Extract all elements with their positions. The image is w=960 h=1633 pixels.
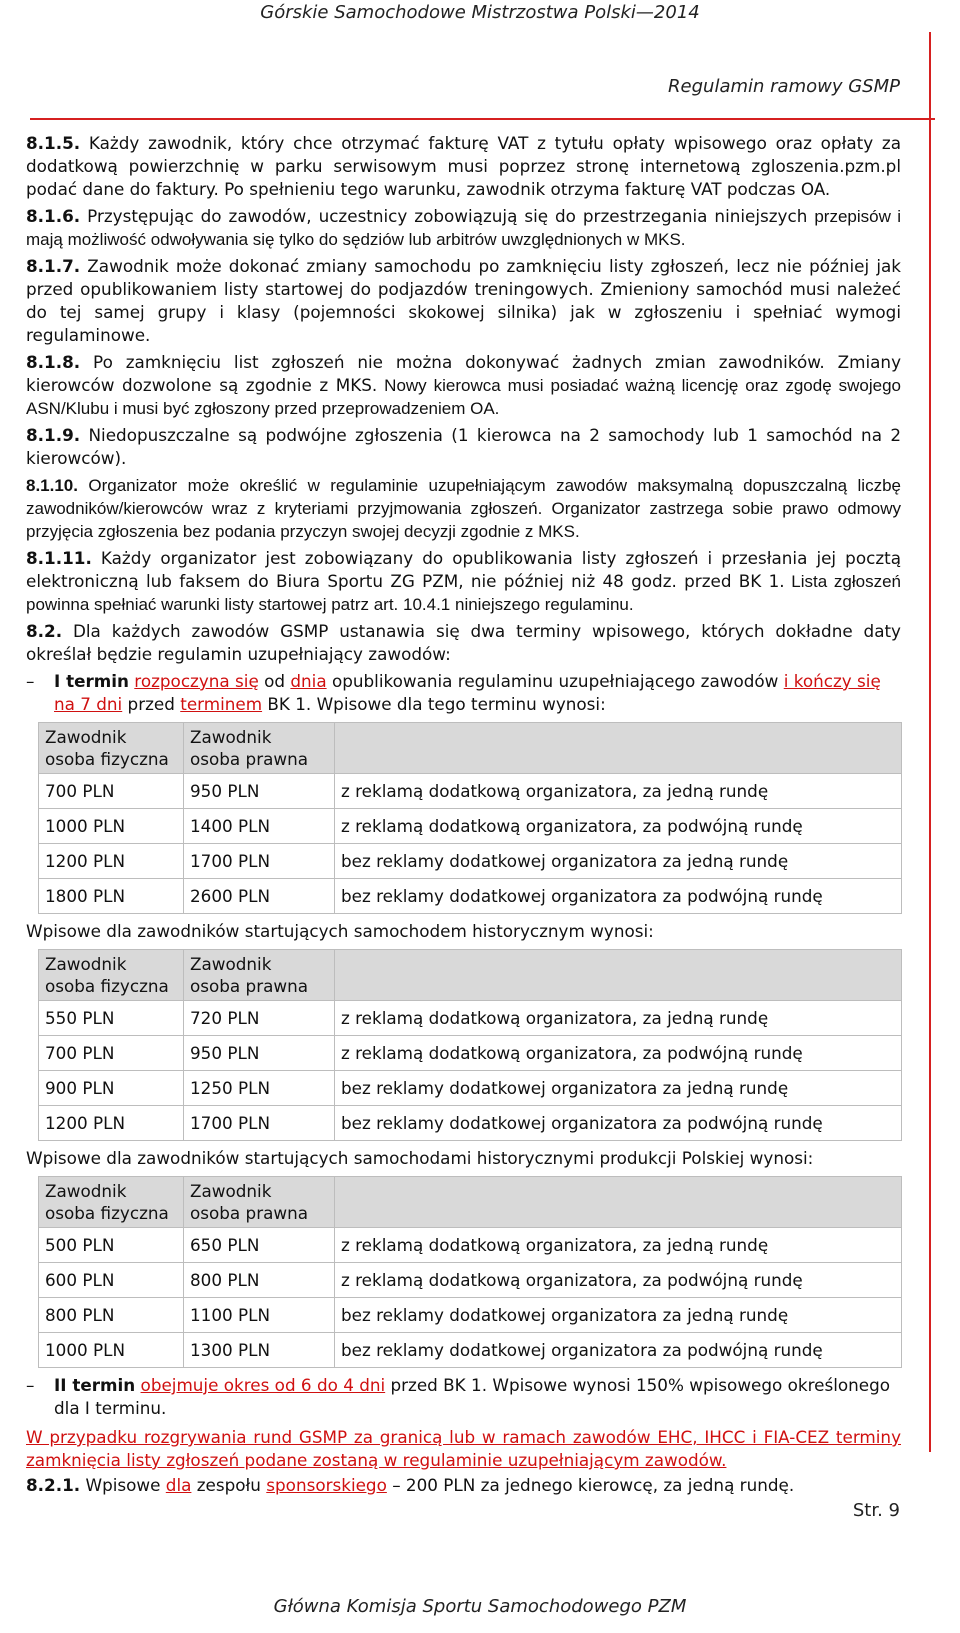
document-header-title: Górskie Samochodowe Mistrzostwa Polski—2014	[260, 2, 700, 23]
paragraph-8-1-7: 8.1.7. Zawodnik może dokonać zmiany samochodu po zamknięciu listy zgłoszeń, lecz nie później jak przed opublikowaniem listy startowej do podjazdów treningowych. Zmieniony samochód musi należeć do tej samej grupy i klasy (pojemności skokowej silnika) jak w zgłoszeniu i spełniać wymogi regulaminowe.	[26, 256, 901, 345]
table-row: 700 PLN 950 PLN z reklamą dodatkową organizatora, za podwójną rundę	[39, 1036, 902, 1071]
table-row: 1000 PLN 1400 PLN z reklamą dodatkową organizatora, za podwójną rundę	[39, 809, 902, 844]
fee-table-historic-polish	[38, 1176, 902, 1368]
paragraph-8-1-5: 8.1.5. Każdy zawodnik, który chce otrzymać fakturę VAT z tytułu opłaty wpisowego oraz opłaty za dodatkową powierzchnię w parku serwisowym musi poprzez stronę internetową zgloszenia.pzm.pl podać dane do faktury. Po spełnieniu tego warunku, zawodnik otrzyma fakturę VAT podczas OA.	[26, 133, 901, 199]
paragraph-8-1-9: 8.1.9. Niedopuszczalne są podwójne zgłoszenia (1 kierowca na 2 samochody lub 1 samochód na 2 kierowców).	[26, 425, 901, 468]
document-body	[26, 132, 901, 1501]
caption-historic-polish: Wpisowe dla zawodników startujących samochodami historycznymi produkcji Polskiej wynosi:	[26, 1148, 814, 1168]
table-row: 600 PLN 800 PLN z reklamą dodatkową organizatora, za podwójną rundę	[39, 1263, 902, 1298]
margin-red-rule	[929, 32, 931, 1452]
paragraph-8-1-10: 8.1.10. Organizator może określić w regulaminie uzupełniającym zawodów maksymalną dopuszczalną liczbę zawodników/kierowców wraz z kryteriami przyjmowania zgłoszeń. Organizator zastrzega sobie prawo odmowy przyjęcia zgłoszenia bez podania przyczyn swojej decyzji zgodnie z MKS.	[26, 476, 901, 541]
page-number: Str. 9	[852, 1500, 900, 1521]
paragraph-8-1-8: 8.1.8. Po zamknięciu list zgłoszeń nie można dokonywać żadnych zmian zawodników. Zmiany kierowców dozwolone są zgodnie z MKS. Nowy kierowca musi posiadać ważną licencję oraz zgodę swojego ASN/Klubu i musi być zgłoszony przed przeprowadzeniem OA.	[26, 352, 901, 418]
fee-table-historic	[38, 949, 902, 1141]
table-header-row: Zawodnik osoba fizyczna Zawodnik osoba prawna	[39, 950, 902, 1001]
term-2-item: – II termin obejmuje okres od 6 do 4 dni przed BK 1. Wpisowe wynosi 150% wpisowego określonego dla I terminu.	[26, 1375, 891, 1418]
document-header-subtitle: Regulamin ramowy GSMP	[668, 76, 900, 97]
table-row: 700 PLN 950 PLN z reklamą dodatkową organizatora, za jedną rundę	[39, 774, 902, 809]
paragraph-8-2-1: 8.2.1. Wpisowe dla zespołu sponsorskiego – 200 PLN za jednego kierowcę, za jedną rundę.	[26, 1475, 795, 1495]
header-red-rule	[30, 118, 935, 120]
table-header-row: Zawodnik osoba fizyczna Zawodnik osoba prawna	[39, 723, 902, 774]
paragraph-8-2: 8.2. Dla każdych zawodów GSMP ustanawia się dwa terminy wpisowego, których dokładne daty określał będzie regulamin uzupełniający zawodów:	[26, 621, 901, 664]
table-row: 1800 PLN 2600 PLN bez reklamy dodatkowej organizatora za podwójną rundę	[39, 879, 902, 914]
caption-historic: Wpisowe dla zawodników startujących samochodem historycznym wynosi:	[26, 921, 654, 941]
table-row: 1200 PLN 1700 PLN bez reklamy dodatkowej organizatora za podwójną rundę	[39, 1106, 902, 1141]
table-row: 900 PLN 1250 PLN bez reklamy dodatkowej organizatora za jedną rundę	[39, 1071, 902, 1106]
foreign-rounds-note: W przypadku rozgrywania rund GSMP za granicą lub w ramach zawodów EHC, IHCC i FIA-CEZ terminy zamknięcia listy zgłoszeń podane zostaną w regulaminie uzupełniającym zawodów.	[26, 1427, 901, 1470]
paragraph-8-1-6: 8.1.6. Przystępując do zawodów, uczestnicy zobowiązują się do przestrzegania niniejszych przepisów i mają możliwość odwoływania się tylko do sędziów lub arbitrów uwzględnionych w MKS.	[26, 206, 901, 249]
fee-table-standard	[38, 722, 902, 914]
table-row: 550 PLN 720 PLN z reklamą dodatkową organizatora, za jedną rundę	[39, 1001, 902, 1036]
table-row: 1200 PLN 1700 PLN bez reklamy dodatkowej organizatora za jedną rundę	[39, 844, 902, 879]
table-row: 800 PLN 1100 PLN bez reklamy dodatkowej organizatora za jedną rundę	[39, 1298, 902, 1333]
paragraph-8-1-11: 8.1.11. Każdy organizator jest zobowiązany do opublikowania listy zgłoszeń i przesłania jej pocztą elektroniczną lub faksem do Biura Sportu ZG PZM, nie później niż 48 godz. przed BK 1. Lista zgłoszeń powinna spełniać warunki listy startowej patrz art. 10.4.1 niniejszego regulaminu.	[26, 548, 902, 614]
document-footer: Główna Komisja Sportu Samochodowego PZM	[273, 1596, 687, 1617]
table-row: 1000 PLN 1300 PLN bez reklamy dodatkowej organizatora za podwójną rundę	[39, 1333, 902, 1368]
table-header-row: Zawodnik osoba fizyczna Zawodnik osoba prawna	[39, 1177, 902, 1228]
term-1-item: – I termin rozpoczyna się od dnia opublikowania regulaminu uzupełniającego zawodów i kończy się na 7 dni przed terminem BK 1. Wpisowe dla tego terminu wynosi:	[26, 671, 881, 714]
table-row: 500 PLN 650 PLN z reklamą dodatkową organizatora, za jedną rundę	[39, 1228, 902, 1263]
